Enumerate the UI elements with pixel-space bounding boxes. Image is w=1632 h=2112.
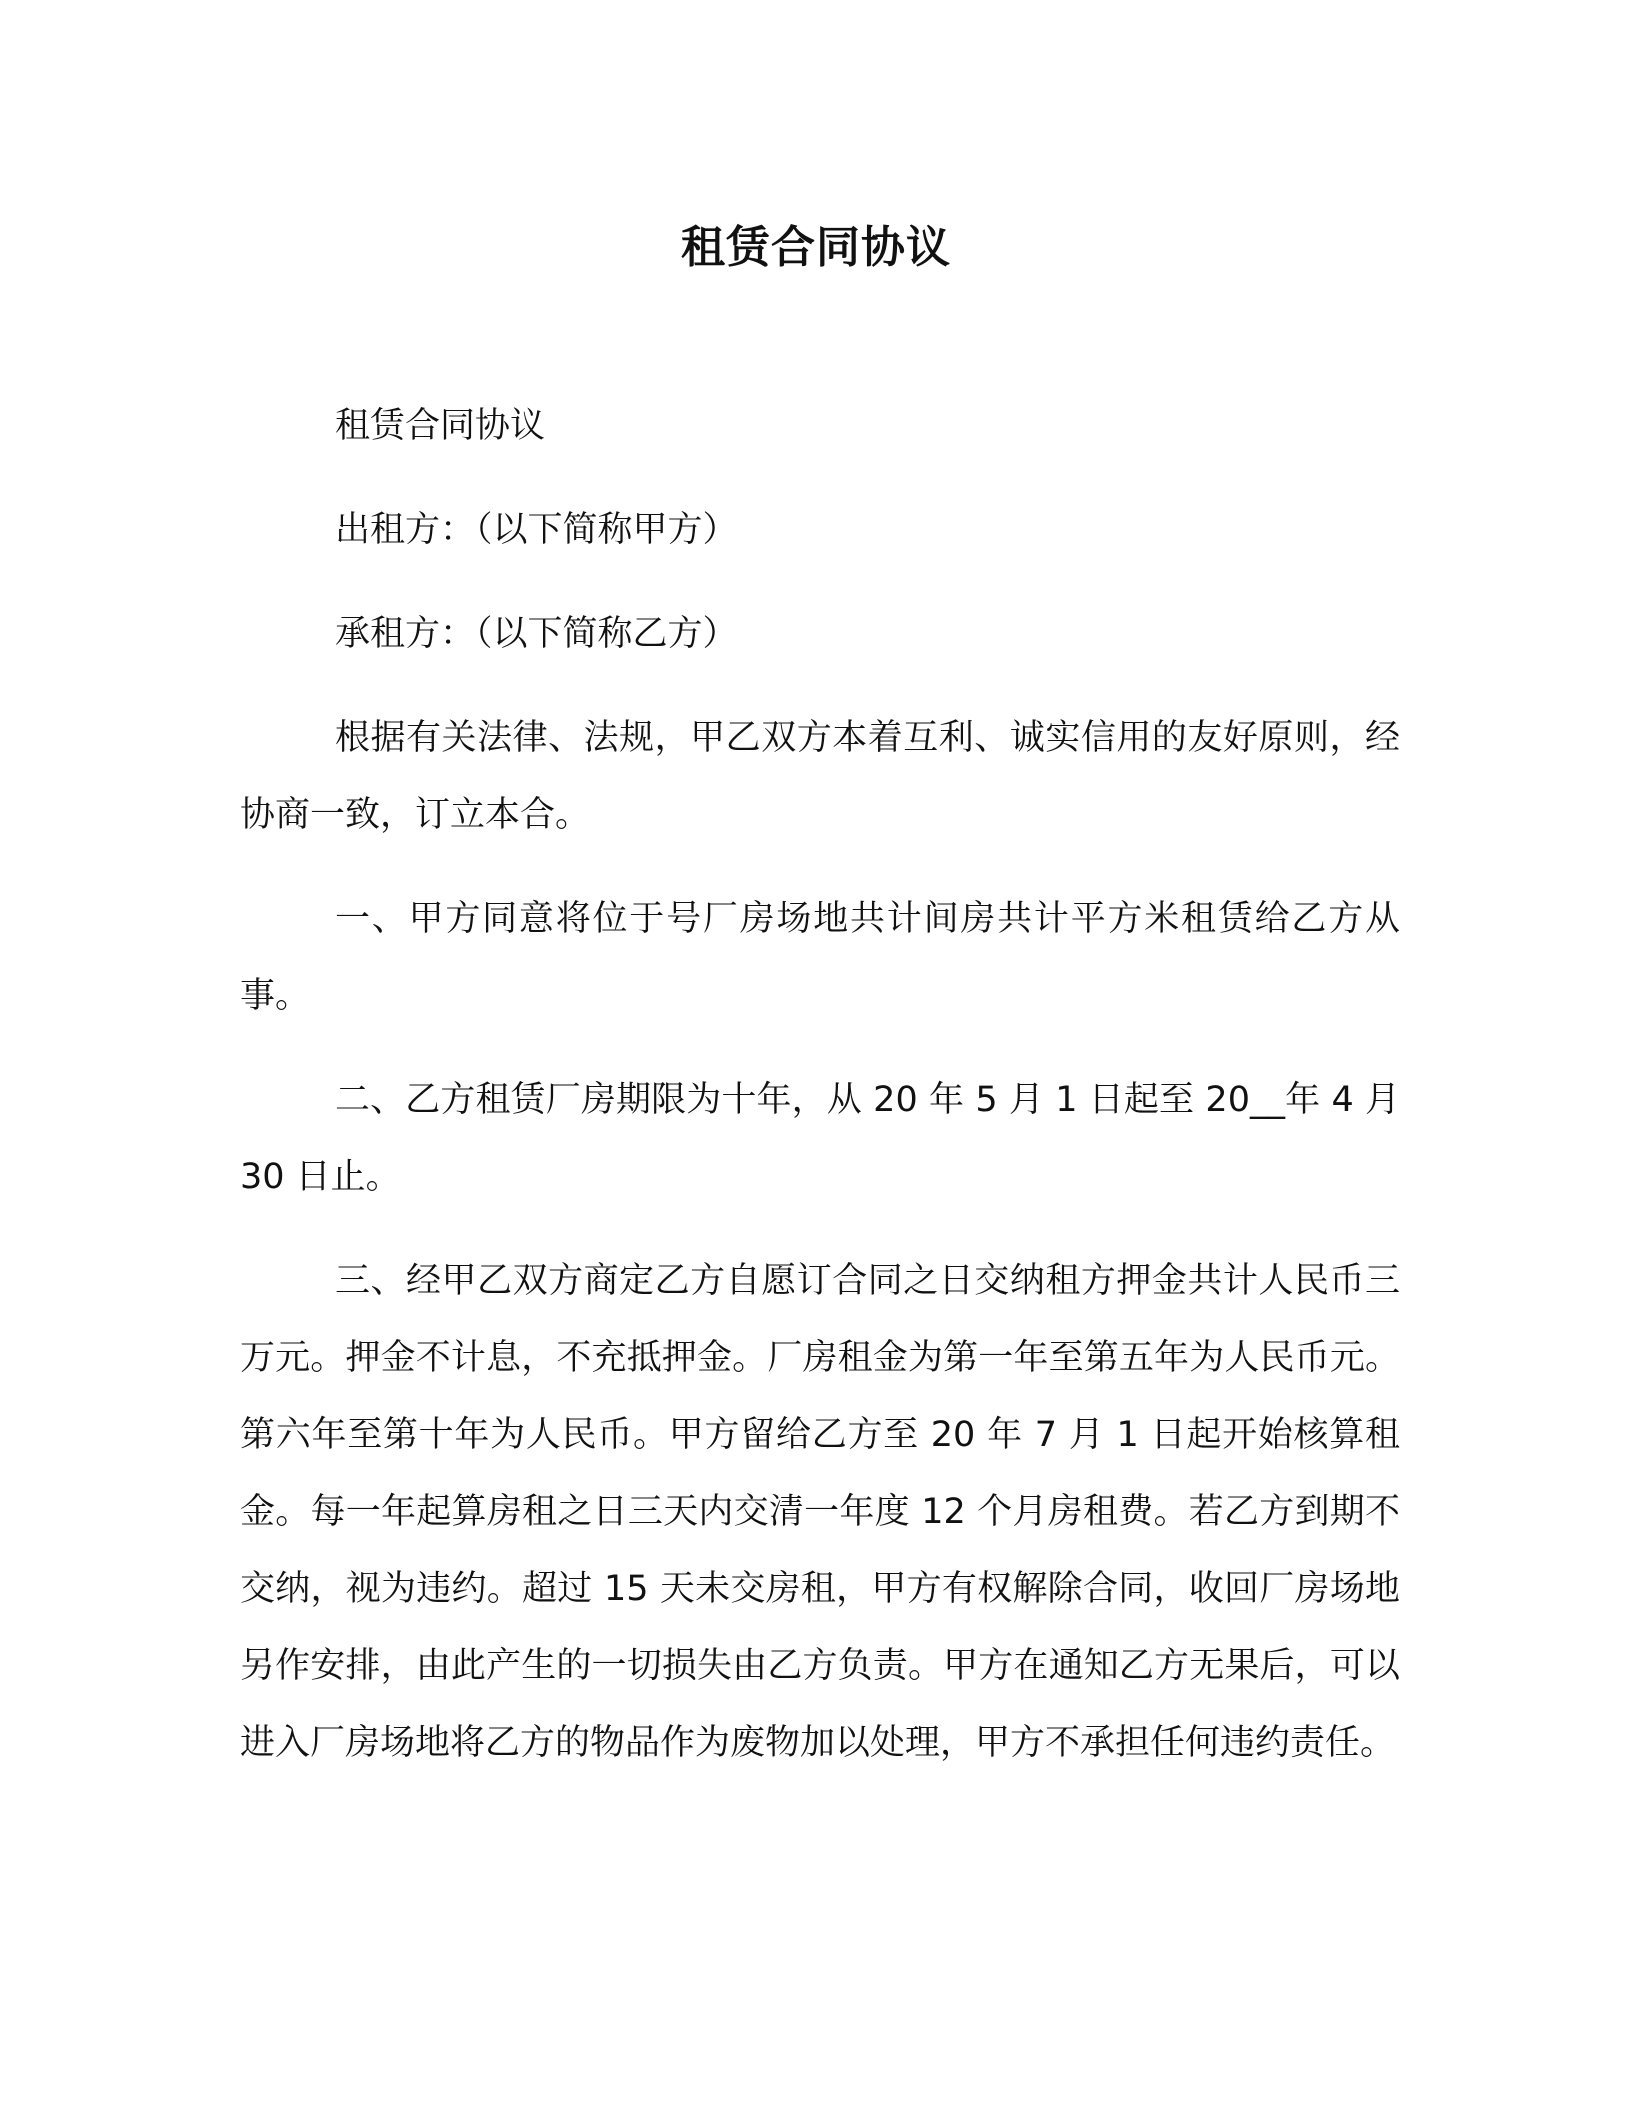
document-body [240,388,1400,1782]
paragraph-clause-1: 一、甲方同意将位于号厂房场地共计间房共计平方米租赁给乙方从事。 [240,899,1400,1016]
document-title: 租赁合同协议 [681,222,951,273]
paragraph-heading: 租赁合同协议 [335,406,546,446]
paragraph-lessor: 出租方：（以下简称甲方） [335,510,738,550]
paragraph-clause-2: 二、乙方租赁厂房期限为十年，从 20 年 5 月 1 日起至 20__年 4 月 30 日止。 [240,1080,1400,1197]
paragraph-preamble: 根据有关法律、法规，甲乙双方本着互利、诚实信用的友好原则，经协商一致，订立本合。 [240,718,1400,835]
paragraph-lessee: 承租方：（以下简称乙方） [335,614,738,654]
paragraph-clause-3: 三、经甲乙双方商定乙方自愿订合同之日交纳租方押金共计人民币三万元。押金不计息，不充抵押金。厂房租金为第一年至第五年为人民币元。第六年至第十年为人民币。甲方留给乙方至 20 年 7 月 1 日起开始核算租金。每一年起算房租之日三天内交清一年度 12 个月房租费。若乙方到期不交纳，视为违约。超过 15 天未交房租，甲方有权解除合同，收回厂房场地另作安排，由此产生的一切损失由乙方负责。甲方在通知乙方无果后，可以进入厂房场地将乙方的物品作为废物加以处理，甲方不承担任何违约责任。 [240,1261,1400,1763]
